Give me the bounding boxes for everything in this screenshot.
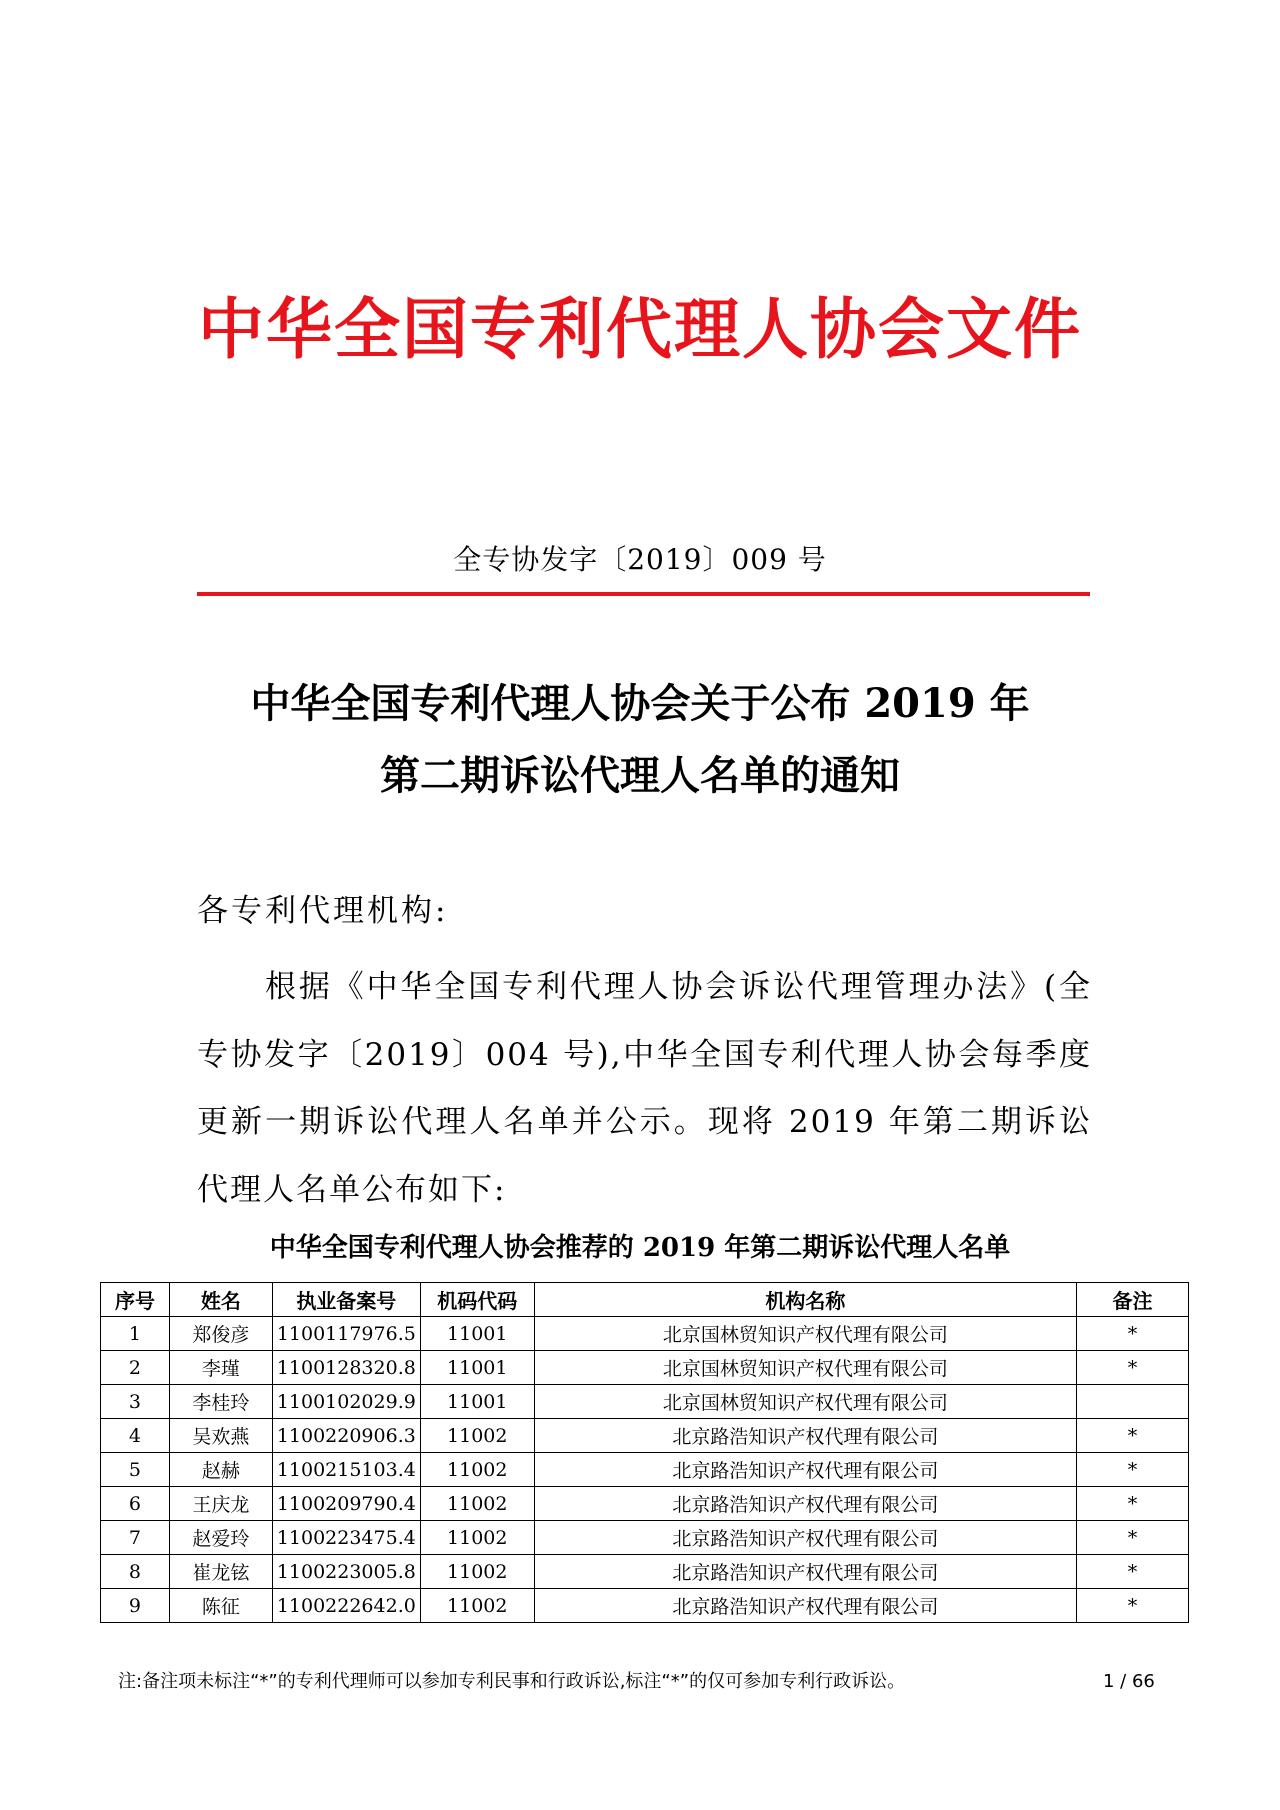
cell-remark: * [1077, 1453, 1189, 1487]
table-caption: 中华全国专利代理人协会推荐的 2019 年第二期诉讼代理人名单 [269, 1233, 1011, 1263]
header-remark: 备注 [1077, 1283, 1189, 1317]
cell-registration-no: 1100215103.4 [272, 1453, 420, 1487]
cell-name: 陈征 [169, 1589, 272, 1623]
cell-remark: * [1077, 1589, 1189, 1623]
header-name: 姓名 [169, 1283, 272, 1317]
cell-remark: * [1077, 1487, 1189, 1521]
cell-name: 吴欢燕 [169, 1419, 272, 1453]
table-row [101, 1419, 1189, 1453]
cell-name: 李瑾 [169, 1351, 272, 1385]
cell-registration-no: 1100223475.4 [272, 1521, 420, 1555]
cell-name: 崔龙铉 [169, 1555, 272, 1589]
cell-index: 1 [101, 1317, 170, 1351]
cell-agency-name: 北京路浩知识产权代理有限公司 [534, 1589, 1076, 1623]
cell-agency-code: 11002 [420, 1589, 534, 1623]
document-number: 全专协发字〔2019〕009 号 [453, 543, 827, 576]
page-number: 1 / 66 [1103, 1671, 1155, 1692]
table-row [101, 1589, 1189, 1623]
table-row [101, 1317, 1189, 1351]
table-row [101, 1487, 1189, 1521]
table-header-row [101, 1283, 1189, 1317]
cell-remark: * [1077, 1317, 1189, 1351]
notice-title-line1: 中华全国专利代理人协会关于公布 2019 年 [250, 680, 1030, 727]
cell-index: 9 [101, 1589, 170, 1623]
org-letterhead: 中华全国专利代理人协会文件 [198, 291, 1082, 368]
cell-name: 郑俊彦 [169, 1317, 272, 1351]
cell-registration-no: 1100222642.0 [272, 1589, 420, 1623]
cell-index: 4 [101, 1419, 170, 1453]
cell-agency-code: 11002 [420, 1555, 534, 1589]
cell-agency-code: 11001 [420, 1385, 534, 1419]
salutation: 各专利代理机构: [197, 893, 449, 929]
cell-agency-name: 北京路浩知识产权代理有限公司 [534, 1521, 1076, 1555]
cell-index: 2 [101, 1351, 170, 1385]
cell-name: 赵赫 [169, 1453, 272, 1487]
header-index: 序号 [101, 1283, 170, 1317]
cell-agency-code: 11002 [420, 1487, 534, 1521]
cell-registration-no: 1100223005.8 [272, 1555, 420, 1589]
cell-registration-no: 1100128320.8 [272, 1351, 420, 1385]
cell-registration-no: 1100220906.3 [272, 1419, 420, 1453]
cell-name: 李桂玲 [169, 1385, 272, 1419]
cell-remark: * [1077, 1555, 1189, 1589]
cell-index: 5 [101, 1453, 170, 1487]
cell-agency-code: 11002 [420, 1419, 534, 1453]
cell-name: 王庆龙 [169, 1487, 272, 1521]
table-row [101, 1453, 1189, 1487]
header-registration-no: 执业备案号 [272, 1283, 420, 1317]
cell-agency-code: 11001 [420, 1317, 534, 1351]
header-agency-name: 机构名称 [534, 1283, 1076, 1317]
cell-index: 6 [101, 1487, 170, 1521]
cell-index: 8 [101, 1555, 170, 1589]
cell-registration-no: 1100102029.9 [272, 1385, 420, 1419]
notice-title-line2: 第二期诉讼代理人名单的通知 [380, 752, 900, 799]
red-divider [197, 592, 1090, 596]
cell-agency-code: 11002 [420, 1453, 534, 1487]
cell-registration-no: 1100117976.5 [272, 1317, 420, 1351]
cell-agency-code: 11001 [420, 1351, 534, 1385]
body-paragraph: 根据《中华全国专利代理人协会诉讼代理管理办法》(全专协发字〔2019〕004 号),中华全国专利代理人协会每季度更新一期诉讼代理人名单并公示。现将 2019 年第二期诉讼代理人名单公布如下: [197, 969, 1092, 1208]
cell-agency-name: 北京国林贸知识产权代理有限公司 [534, 1351, 1076, 1385]
cell-name: 赵爱玲 [169, 1521, 272, 1555]
header-agency-code: 机码代码 [420, 1283, 534, 1317]
cell-index: 3 [101, 1385, 170, 1419]
notice-title [0, 668, 1280, 812]
table-row [101, 1555, 1189, 1589]
table-row [101, 1385, 1189, 1419]
footnote: 注:备注项未标注“*”的专利代理师可以参加专利民事和行政诉讼,标注“*”的仅可参加专利行政诉讼。 [118, 1671, 906, 1692]
table-row [101, 1351, 1189, 1385]
cell-remark: * [1077, 1521, 1189, 1555]
cell-remark: * [1077, 1419, 1189, 1453]
table-row [101, 1521, 1189, 1555]
cell-agency-name: 北京路浩知识产权代理有限公司 [534, 1419, 1076, 1453]
cell-agency-name: 北京国林贸知识产权代理有限公司 [534, 1385, 1076, 1419]
cell-index: 7 [101, 1521, 170, 1555]
cell-agency-name: 北京路浩知识产权代理有限公司 [534, 1453, 1076, 1487]
cell-agency-name: 北京路浩知识产权代理有限公司 [534, 1487, 1076, 1521]
cell-agency-name: 北京国林贸知识产权代理有限公司 [534, 1317, 1076, 1351]
roster-table [100, 1282, 1189, 1623]
cell-agency-name: 北京路浩知识产权代理有限公司 [534, 1555, 1076, 1589]
cell-agency-code: 11002 [420, 1521, 534, 1555]
cell-remark [1077, 1385, 1189, 1419]
cell-registration-no: 1100209790.4 [272, 1487, 420, 1521]
cell-remark: * [1077, 1351, 1189, 1385]
